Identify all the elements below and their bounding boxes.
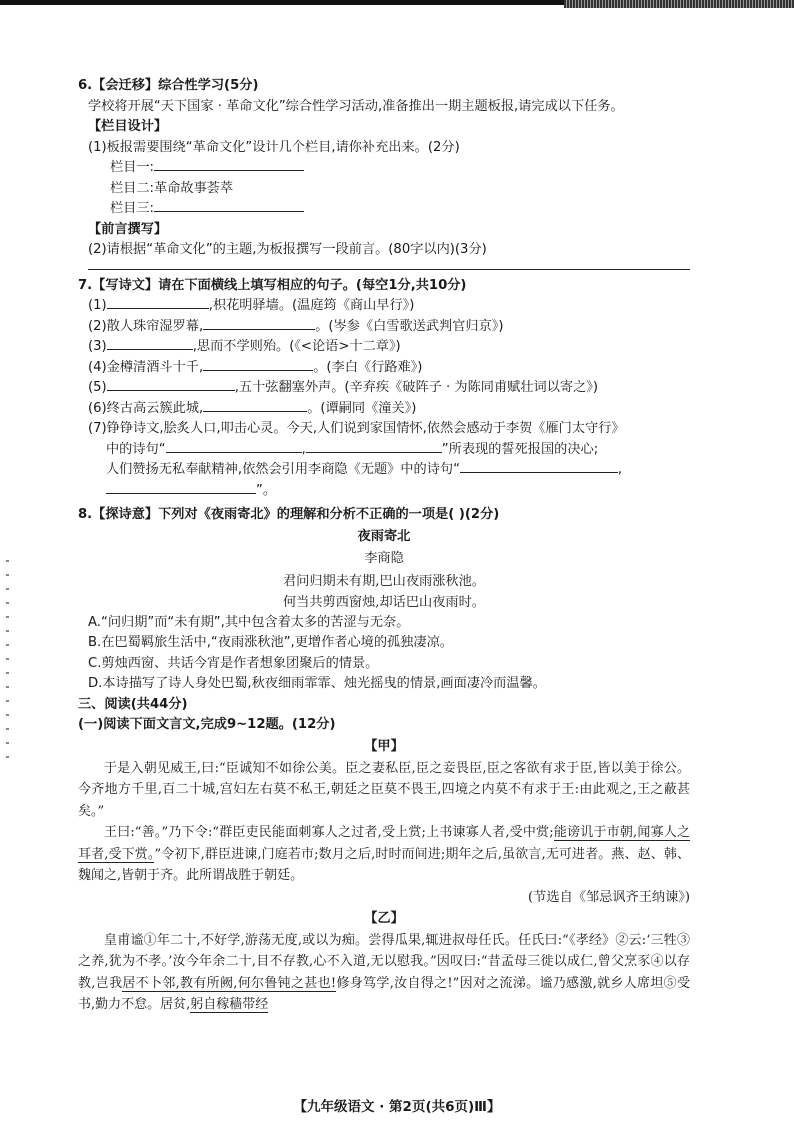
q7-item7-line3-comma: , xyxy=(617,462,623,477)
passage-jia-para2-b: ”令初下,群臣进谏,门庭若市;数月之后,时时而间进;期年之后,虽欲言,无可进者。燕、赵、韩、魏闻之,皆朝于齐。此所谓战胜于朝廷。 xyxy=(78,846,690,883)
q7-item5-pre: (5) xyxy=(88,380,107,395)
q6-column1-row xyxy=(78,158,690,179)
q7-item7-blank4[interactable] xyxy=(106,481,256,494)
passage-jia xyxy=(78,758,690,887)
q7-item4 xyxy=(78,358,690,379)
q6-column1-blank[interactable] xyxy=(154,158,304,171)
q6-column3-row xyxy=(78,199,690,220)
passage-yi-para1 xyxy=(78,930,690,1016)
q8-title: 8.【探诗意】下列对《夜雨寄北》的理解和分析不正确的一项是( )(2分) xyxy=(78,507,500,522)
q6-section-preface: 【前言撰写】 xyxy=(88,221,168,237)
q7-item4-post: 。(李白《行路难》) xyxy=(313,359,423,375)
part3-sub1: (一)阅读下面文言文,完成9~12题。(12分) xyxy=(78,717,336,732)
q7-item4-pre: (4)金樽清酒斗十千, xyxy=(88,359,204,375)
q7-item1-blank[interactable] xyxy=(107,296,209,309)
q7-item7-quote-close: ”所表现的誓死报国的决心; xyxy=(441,441,599,457)
passage-jia-para2-a: 王曰:“善。”乃下令:“群臣吏民能面刺寡人之过者,受上赏;上书谏寡人者,受中赏; xyxy=(104,825,554,840)
q7-item3-blank[interactable] xyxy=(107,337,193,350)
passage-yi-para1-a: 皇甫谧①年二十,不好学,游荡无度,或以为痴。尝得瓜果,辄进叔母任氏。任氏曰:“《孝经》②云:‘三牲③之养,犹为不孝。’汝今年余二十,目不存教,心不入道,无以慰我。”因叹曰:“昔孟母三徙以成仁,曾父烹豕④以存教,岂我 xyxy=(78,932,690,991)
part3-title: 三、阅读(共44分) xyxy=(78,696,188,712)
q7-item7-blank1[interactable] xyxy=(166,440,302,453)
q7-item2-pre: (2)散人珠帘湿罗幕, xyxy=(88,318,204,334)
q7-item6 xyxy=(78,399,690,420)
q7-item7-blank2[interactable] xyxy=(306,440,442,453)
q7-item2-blank[interactable] xyxy=(203,317,315,330)
q7-item7-blank3[interactable] xyxy=(460,460,618,473)
q7-item7-end: ”。 xyxy=(256,482,277,498)
q7-item5 xyxy=(78,378,690,399)
q6-title: 6.【会迁移】综合性学习(5分) xyxy=(78,78,259,93)
exam-page xyxy=(78,76,690,1016)
q7-item2-post: 。(岑参《白雪歌送武判官归京》) xyxy=(315,318,504,334)
passage-jia-para1: 于是入朝见威王,曰:“臣诚知不如徐公美。臣之妻私臣,臣之妾畏臣,臣之客欲有求于臣,皆以美于徐公。今齐地方千里,百二十城,宫妇左右莫不私王,朝廷之臣莫不畏王,四境之内莫不有求于王:由此观之,王之蔽甚矣。” xyxy=(78,760,690,819)
q8-poem-line1: 君问归期未有期,巴山夜雨涨秋池。 xyxy=(282,573,485,589)
q6-column3-label: 栏目三: xyxy=(110,201,155,216)
q7-item2 xyxy=(78,317,690,338)
q7-item7-line2 xyxy=(78,440,690,461)
passage-yi xyxy=(78,930,690,1016)
q6-column3-blank[interactable] xyxy=(154,199,304,212)
q7-item3 xyxy=(78,337,690,358)
passage-yi-underlined-sentence1: 居不卜邻,教有所阙,何尔鲁钝之甚也! xyxy=(122,975,337,991)
passage-jia-para2 xyxy=(78,822,690,887)
passage-yi-para1-b: 修身笃学,汝自得之!”因对之流涕。谧乃感激,就乡人席坦⑤受书,勤力不怠。居贫, xyxy=(78,975,690,1012)
passage-jia-underlined-sentence: 能谤讥于市朝,闻寡人之耳者,受下赏。 xyxy=(78,825,690,862)
page-footer: 【九年级语文 · 第2页(共6页)Ⅲ】 xyxy=(293,1099,501,1115)
q7-item7-line1: (7)铮铮诗文,脍炙人口,叩击心灵。今天,人们说到家国情怀,依然会感动于李贺《雁门太守行》 xyxy=(88,421,625,436)
q7-title: 7.【写诗文】请在下面横线上填写相应的句子。(每空1分,共10分) xyxy=(78,277,467,293)
passage-jia-source: (节选自《邹忌讽齐王纳谏》) xyxy=(528,889,690,905)
q6-intro: 学校将开展“天下国家 · 革命文化”综合性学习活动,准备推出一期主题板报,请完成以下任务。 xyxy=(88,98,624,114)
q7-item6-pre: (6)终古高云簇此城, xyxy=(88,400,204,416)
q7-item7-line3-text: 人们赞扬无私奉献精神,依然会引用李商隐《无题》中的诗句“ xyxy=(106,462,460,477)
q7-item7-line4 xyxy=(78,481,690,502)
q6-section-column-design: 【栏目设计】 xyxy=(88,119,168,134)
q6-column2: 栏目二:革命故事荟萃 xyxy=(110,180,234,196)
q7-item5-blank[interactable] xyxy=(107,378,235,391)
q7-item3-pre: (3) xyxy=(88,339,107,354)
q7-item6-post: 。(谭嗣同《潼关》) xyxy=(307,400,417,416)
q7-item3-post: ,思而不学则殆。(《<论语>十二章》) xyxy=(192,339,401,354)
passage-jia-label: 【甲】 xyxy=(364,738,404,754)
q8-poem-title: 夜雨寄北 xyxy=(357,528,411,544)
q7-item1 xyxy=(78,296,690,317)
q6-task2: (2)请根据“革命文化”的主题,为板报撰写一段前言。(80字以内)(3分) xyxy=(88,242,487,257)
q8-option-a[interactable]: A.“问归期”而“未有期”,其中包含着太多的苦涩与无奈。 xyxy=(88,614,410,630)
q6-answer-line[interactable] xyxy=(88,269,690,270)
q7-item1-pre: (1) xyxy=(88,298,107,313)
q7-item7-line3 xyxy=(78,460,690,481)
binding-margin-dots xyxy=(6,560,9,760)
passage-yi-underlined-sentence2: 躬自稼穑带经 xyxy=(190,997,269,1012)
q7-item7-comma: , xyxy=(301,441,306,457)
q8-poem-author: 李商隐 xyxy=(364,550,404,566)
q8-option-b[interactable]: B.在巴蜀羁旅生活中,“夜雨涨秋池”,更增作者心境的孤独凄凉。 xyxy=(88,635,453,650)
passage-yi-label: 【乙】 xyxy=(364,910,404,926)
scan-header-strip xyxy=(564,0,794,8)
q7-item7-quote-open: 中的诗句“ xyxy=(106,441,166,457)
q8-option-c[interactable]: C.剪烛西窗、共话今宵是作者想象团聚后的情景。 xyxy=(88,655,379,671)
q8-poem-line2: 何当共剪西窗烛,却话巴山夜雨时。 xyxy=(282,594,485,610)
q6-task1: (1)板报需要围绕“革命文化”设计几个栏目,请你补充出来。(2分) xyxy=(88,139,460,155)
q7-item5-post: ,五十弦翻塞外声。(辛弃疾《破阵子 · 为陈同甫赋壮词以寄之》) xyxy=(234,380,599,395)
q6-column1-label: 栏目一: xyxy=(110,160,155,175)
q7-item6-blank[interactable] xyxy=(203,399,307,412)
q7-item4-blank[interactable] xyxy=(203,358,313,371)
q7-item1-post: ,枳花明驿墙。(温庭筠《商山早行》) xyxy=(208,298,415,313)
q8-option-d[interactable]: D.本诗描写了诗人身处巴蜀,秋夜细雨霏霏、烛光摇曳的情景,画面凄冷而温馨。 xyxy=(88,676,546,691)
